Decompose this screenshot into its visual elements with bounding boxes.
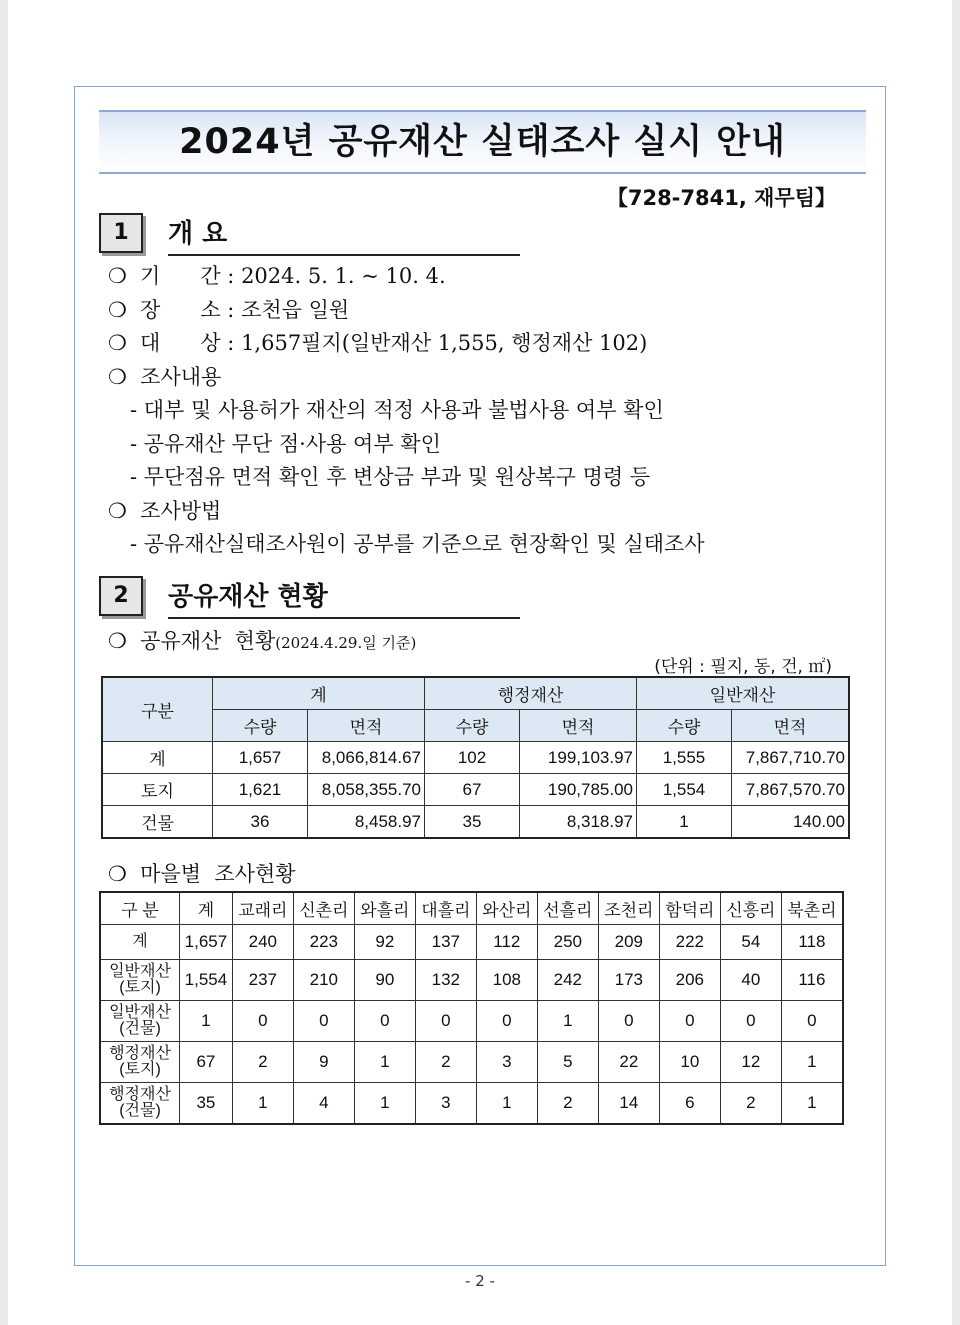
column-header: 대흘리 bbox=[415, 892, 476, 925]
table-cell: 190,785.00 bbox=[520, 774, 637, 806]
table-cell: 40 bbox=[720, 960, 781, 1001]
subheader: 면적 bbox=[308, 710, 425, 742]
location-line bbox=[108, 294, 349, 324]
table-cell: 1 bbox=[232, 1083, 293, 1125]
table-cell: 6 bbox=[659, 1083, 720, 1125]
separator: : bbox=[220, 331, 242, 355]
table-cell: 140.00 bbox=[732, 806, 850, 839]
table-cell: 108 bbox=[476, 960, 537, 1001]
column-header: 함덕리 bbox=[659, 892, 720, 925]
table-cell: 2 bbox=[720, 1083, 781, 1125]
page-number: - 2 - bbox=[465, 1272, 495, 1290]
table-cell: 0 bbox=[354, 1001, 415, 1042]
table-cell: 90 bbox=[354, 960, 415, 1001]
subheader: 면적 bbox=[520, 710, 637, 742]
separator: : bbox=[220, 298, 242, 322]
table-cell: 222 bbox=[659, 925, 720, 960]
table-cell: 2 bbox=[537, 1083, 598, 1125]
table-row bbox=[100, 1083, 843, 1125]
document-title: 2024년 공유재산 실태조사 실시 안내 bbox=[179, 122, 786, 162]
period-line bbox=[108, 260, 446, 290]
status-heading: ❍ 공유재산 현황 bbox=[108, 629, 276, 653]
table-cell: 1,555 bbox=[637, 742, 732, 774]
table-cell: 54 bbox=[720, 925, 781, 960]
table-row bbox=[102, 774, 849, 806]
table-cell: 4 bbox=[293, 1083, 354, 1125]
village-survey-table bbox=[99, 891, 844, 1125]
village-heading: ❍ 마을별 조사현황 bbox=[108, 862, 296, 886]
table-cell: 14 bbox=[598, 1083, 659, 1125]
table-cell: 112 bbox=[476, 925, 537, 960]
column-header: 와산리 bbox=[476, 892, 537, 925]
table-cell: 2 bbox=[415, 1042, 476, 1083]
table-cell: 210 bbox=[293, 960, 354, 1001]
group-header: 일반재산 bbox=[637, 677, 850, 710]
table-cell: 92 bbox=[354, 925, 415, 960]
subheader: 면적 bbox=[732, 710, 850, 742]
table-cell: 132 bbox=[415, 960, 476, 1001]
content-heading: ❍ 조사내용 bbox=[108, 365, 222, 389]
table-cell: 0 bbox=[293, 1001, 354, 1042]
row-label: 계 bbox=[102, 742, 213, 774]
table-cell: 199,103.97 bbox=[520, 742, 637, 774]
row-label-main: 일반재산 bbox=[109, 1004, 171, 1021]
column-header: 선흘리 bbox=[537, 892, 598, 925]
table-cell: 118 bbox=[781, 925, 843, 960]
row-label bbox=[100, 960, 180, 1001]
subheader: 수량 bbox=[213, 710, 308, 742]
section-2-title: 공유재산 현황 bbox=[168, 576, 520, 619]
table-cell: 0 bbox=[598, 1001, 659, 1042]
row-label-sub: (토지) bbox=[119, 979, 161, 996]
subheader: 수량 bbox=[425, 710, 520, 742]
table-cell: 8,318.97 bbox=[520, 806, 637, 839]
table-cell: 0 bbox=[781, 1001, 843, 1042]
table-cell: 1 bbox=[180, 1001, 233, 1042]
row-label-sub: (건물) bbox=[119, 1102, 161, 1119]
table-cell: 209 bbox=[598, 925, 659, 960]
table-cell: 1 bbox=[354, 1042, 415, 1083]
table-cell: 1 bbox=[637, 806, 732, 839]
table-cell: 137 bbox=[415, 925, 476, 960]
table-cell: 35 bbox=[180, 1083, 233, 1125]
table-cell: 1,554 bbox=[180, 960, 233, 1001]
table-cell: 8,066,814.67 bbox=[308, 742, 425, 774]
table-row bbox=[100, 1001, 843, 1042]
table-cell: 3 bbox=[476, 1042, 537, 1083]
table-cell: 1 bbox=[354, 1083, 415, 1125]
table-cell: 102 bbox=[425, 742, 520, 774]
column-header: 계 bbox=[180, 892, 233, 925]
table-cell: 7,867,570.70 bbox=[732, 774, 850, 806]
table-cell: 7,867,710.70 bbox=[732, 742, 850, 774]
table-cell: 0 bbox=[476, 1001, 537, 1042]
row-label bbox=[100, 1083, 180, 1125]
table-cell: 116 bbox=[781, 960, 843, 1001]
row-label: 건물 bbox=[102, 806, 213, 839]
table-cell: 1,657 bbox=[213, 742, 308, 774]
table-row bbox=[102, 806, 849, 839]
column-header: 신흥리 bbox=[720, 892, 781, 925]
table-cell: 5 bbox=[537, 1042, 598, 1083]
table-cell: 67 bbox=[180, 1042, 233, 1083]
table-cell: 237 bbox=[232, 960, 293, 1001]
column-header: 신촌리 bbox=[293, 892, 354, 925]
unit-note: (단위 : 필지, 동, 건, ㎡) bbox=[654, 657, 832, 677]
table-row bbox=[102, 742, 849, 774]
table-cell: 12 bbox=[720, 1042, 781, 1083]
contact-info: 【728-7841, 재무팀】 bbox=[606, 186, 836, 210]
property-status-table bbox=[101, 676, 850, 839]
table-cell: 1 bbox=[476, 1083, 537, 1125]
row-label-main: 행정재산 bbox=[109, 1086, 171, 1103]
table-cell: 9 bbox=[293, 1042, 354, 1083]
section-1-title: 개 요 bbox=[168, 213, 520, 256]
column-header: 교래리 bbox=[232, 892, 293, 925]
table-cell: 10 bbox=[659, 1042, 720, 1083]
row-label: 토지 bbox=[102, 774, 213, 806]
section-2-number: 2 bbox=[99, 576, 143, 616]
column-header: 와흘리 bbox=[354, 892, 415, 925]
bullet-icon: ❍ bbox=[108, 264, 127, 288]
table-cell: 36 bbox=[213, 806, 308, 839]
table-cell: 173 bbox=[598, 960, 659, 1001]
row-label bbox=[100, 1001, 180, 1042]
target-line bbox=[108, 327, 647, 357]
table-cell: 242 bbox=[537, 960, 598, 1001]
period-label: 기 간 bbox=[140, 264, 221, 288]
bullet-icon: ❍ bbox=[108, 298, 127, 322]
table-cell: 1,554 bbox=[637, 774, 732, 806]
table-corner: 구 분 bbox=[100, 892, 180, 925]
location-label: 장 소 bbox=[140, 298, 221, 322]
group-header: 행정재산 bbox=[425, 677, 637, 710]
table-cell: 2 bbox=[232, 1042, 293, 1083]
column-header: 조천리 bbox=[598, 892, 659, 925]
row-label-sub: (건물) bbox=[119, 1020, 161, 1037]
table-cell: 240 bbox=[232, 925, 293, 960]
content-item: - 대부 및 사용허가 재산의 적정 사용과 불법사용 여부 확인 bbox=[130, 398, 664, 422]
subheader: 수량 bbox=[637, 710, 732, 742]
method-heading: ❍ 조사방법 bbox=[108, 499, 222, 523]
table-corner: 구분 bbox=[102, 677, 213, 742]
table-header-row bbox=[100, 892, 843, 925]
method-item: - 공유재산실태조사원이 공부를 기준으로 현장확인 및 실태조사 bbox=[130, 532, 705, 556]
table-cell: 0 bbox=[659, 1001, 720, 1042]
table-cell: 1,621 bbox=[213, 774, 308, 806]
table-cell: 1 bbox=[537, 1001, 598, 1042]
table-cell: 0 bbox=[720, 1001, 781, 1042]
target-value: 1,657필지(일반재산 1,555, 행정재산 102) bbox=[241, 331, 648, 355]
table-cell: 8,058,355.70 bbox=[308, 774, 425, 806]
separator: : bbox=[220, 264, 242, 288]
group-header: 계 bbox=[213, 677, 425, 710]
row-label-main: 일반재산 bbox=[109, 963, 171, 980]
table-cell: 3 bbox=[415, 1083, 476, 1125]
table-cell: 0 bbox=[232, 1001, 293, 1042]
table-cell: 35 bbox=[425, 806, 520, 839]
period-value: 2024. 5. 1. ~ 10. 4. bbox=[241, 264, 446, 288]
bullet-icon: ❍ bbox=[108, 331, 127, 355]
row-label-main: 계 bbox=[132, 933, 148, 950]
table-cell: 1 bbox=[781, 1083, 843, 1125]
table-cell: 206 bbox=[659, 960, 720, 1001]
section-1-number: 1 bbox=[99, 213, 143, 253]
table-cell: 223 bbox=[293, 925, 354, 960]
table-cell: 0 bbox=[415, 1001, 476, 1042]
table-cell: 22 bbox=[598, 1042, 659, 1083]
column-header: 북촌리 bbox=[781, 892, 843, 925]
table-cell: 67 bbox=[425, 774, 520, 806]
table-row bbox=[100, 960, 843, 1001]
row-label-main: 행정재산 bbox=[109, 1045, 171, 1062]
status-note: (2024.4.29.일 기준) bbox=[275, 634, 417, 652]
content-item: - 공유재산 무단 점·사용 여부 확인 bbox=[130, 432, 441, 456]
table-cell: 1,657 bbox=[180, 925, 233, 960]
table-cell: 250 bbox=[537, 925, 598, 960]
table-cell: 1 bbox=[781, 1042, 843, 1083]
status-heading-line bbox=[108, 625, 416, 655]
content-item: - 무단점유 면적 확인 후 변상금 부과 및 원상복구 명령 등 bbox=[130, 465, 651, 489]
row-label-sub: (토지) bbox=[119, 1061, 161, 1078]
location-value: 조천읍 일원 bbox=[241, 298, 350, 322]
table-cell: 8,458.97 bbox=[308, 806, 425, 839]
table-row bbox=[100, 925, 843, 960]
row-label bbox=[100, 925, 180, 960]
target-label: 대 상 bbox=[140, 331, 221, 355]
row-label bbox=[100, 1042, 180, 1083]
table-row bbox=[100, 1042, 843, 1083]
